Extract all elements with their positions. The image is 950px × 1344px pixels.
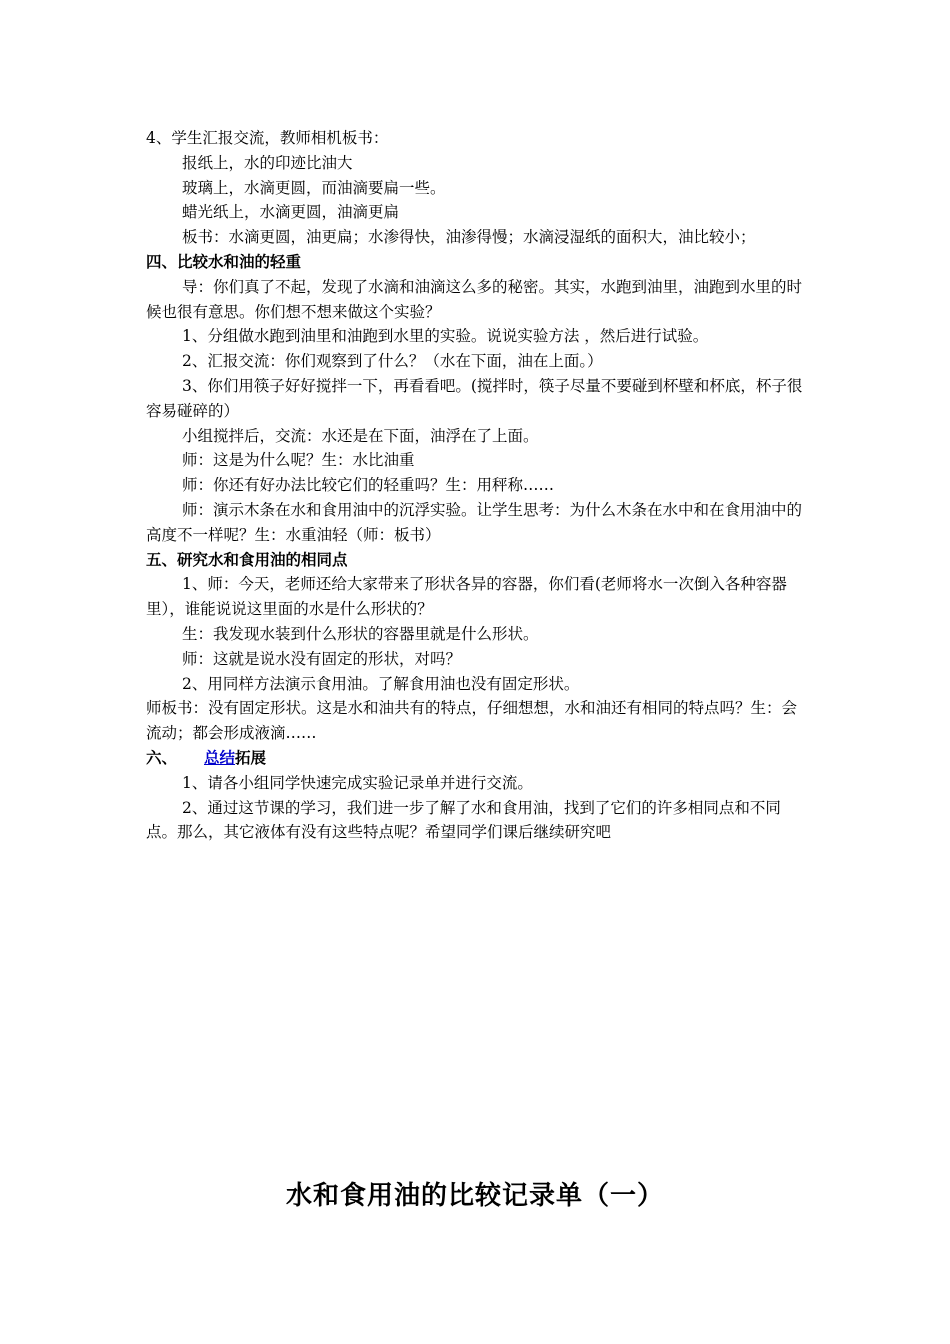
- section-heading-4: 四、比较水和油的轻重: [146, 252, 302, 271]
- lesson-body: [146, 126, 808, 845]
- paragraph: 师：这就是说水没有固定的形状，对吗？: [182, 649, 462, 668]
- paragraph: 4、学生汇报交流，教师相机板书：: [146, 129, 389, 147]
- paragraph: 蜡光纸上，水滴更圆，油滴更扁: [182, 203, 400, 222]
- paragraph: 3、你们用筷子好好搅拌一下，再看看吧。(搅拌时，筷子尽量不要碰到杯壁和杯底，杯子很容易碰碎的）: [146, 376, 803, 420]
- paragraph: 1、师：今天，老师还给大家带来了形状各异的容器，你们看(老师将水一次倒入各种容器里），谁能说说这里面的水是什么形状的？: [146, 575, 787, 619]
- paragraph: 2、通过这节课的学习，我们进一步了解了水和食用油，找到了它们的许多相同点和不同点。那么，其它液体有没有这些特点呢？希望同学们课后继续研究吧: [146, 798, 781, 842]
- paragraph: 1、分组做水跑到油里和油跑到水里的实验。说说实验方法 ，然后进行试验。: [182, 327, 709, 346]
- paragraph: 2、汇报交流：你们观察到了什么？（水在下面，油在上面。）: [182, 352, 603, 371]
- section-number: 六、: [146, 748, 178, 767]
- paragraph: 师：这是为什么呢？生：水比油重: [182, 451, 415, 470]
- record-sheet-title: 水和食用油的比较记录单（一）: [285, 1181, 664, 1211]
- section-heading-6: [146, 746, 808, 771]
- paragraph: 报纸上，水的印迹比油大: [182, 153, 353, 172]
- paragraph: 玻璃上，水滴更圆，而油滴要扁一些。: [182, 178, 446, 197]
- paragraph: 2、用同样方法演示食用油。了解食用油也没有固定形状。: [182, 674, 580, 693]
- paragraph: 板书：水滴更圆，油更扁；水渗得快，油渗得慢；水滴浸湿纸的面积大，油比较小；: [182, 228, 756, 247]
- summary-link[interactable]: 总结: [204, 748, 236, 767]
- paragraph: 生：我发现水装到什么形状的容器里就是什么形状。: [182, 624, 539, 643]
- paragraph: 师板书：没有固定形状。这是水和油共有的特点，仔细想想，水和油还有相同的特点吗？生：会流动；都会形成液滴……: [146, 699, 798, 743]
- section-heading-5: 五、研究水和食用油的相同点: [146, 550, 348, 569]
- section-heading-text: 拓展: [235, 748, 267, 767]
- paragraph: 小组搅拌后，交流：水还是在下面，油浮在了上面。: [182, 426, 539, 445]
- paragraph: 导：你们真了不起，发现了水滴和油滴这么多的秘密。其实，水跑到油里，油跑到水里的时候也很有意思。你们想不想来做这个实验？: [146, 277, 803, 321]
- paragraph: 师：你还有好办法比较它们的轻重吗？生：用秤称……: [182, 476, 555, 495]
- paragraph: 师：演示木条在水和食用油中的沉浮实验。让学生思考：为什么木条在水中和在食用油中的高度不一样呢？生：水重油轻（师：板书）: [146, 500, 803, 544]
- paragraph: 1、请各小组同学快速完成实验记录单并进行交流。: [182, 773, 533, 792]
